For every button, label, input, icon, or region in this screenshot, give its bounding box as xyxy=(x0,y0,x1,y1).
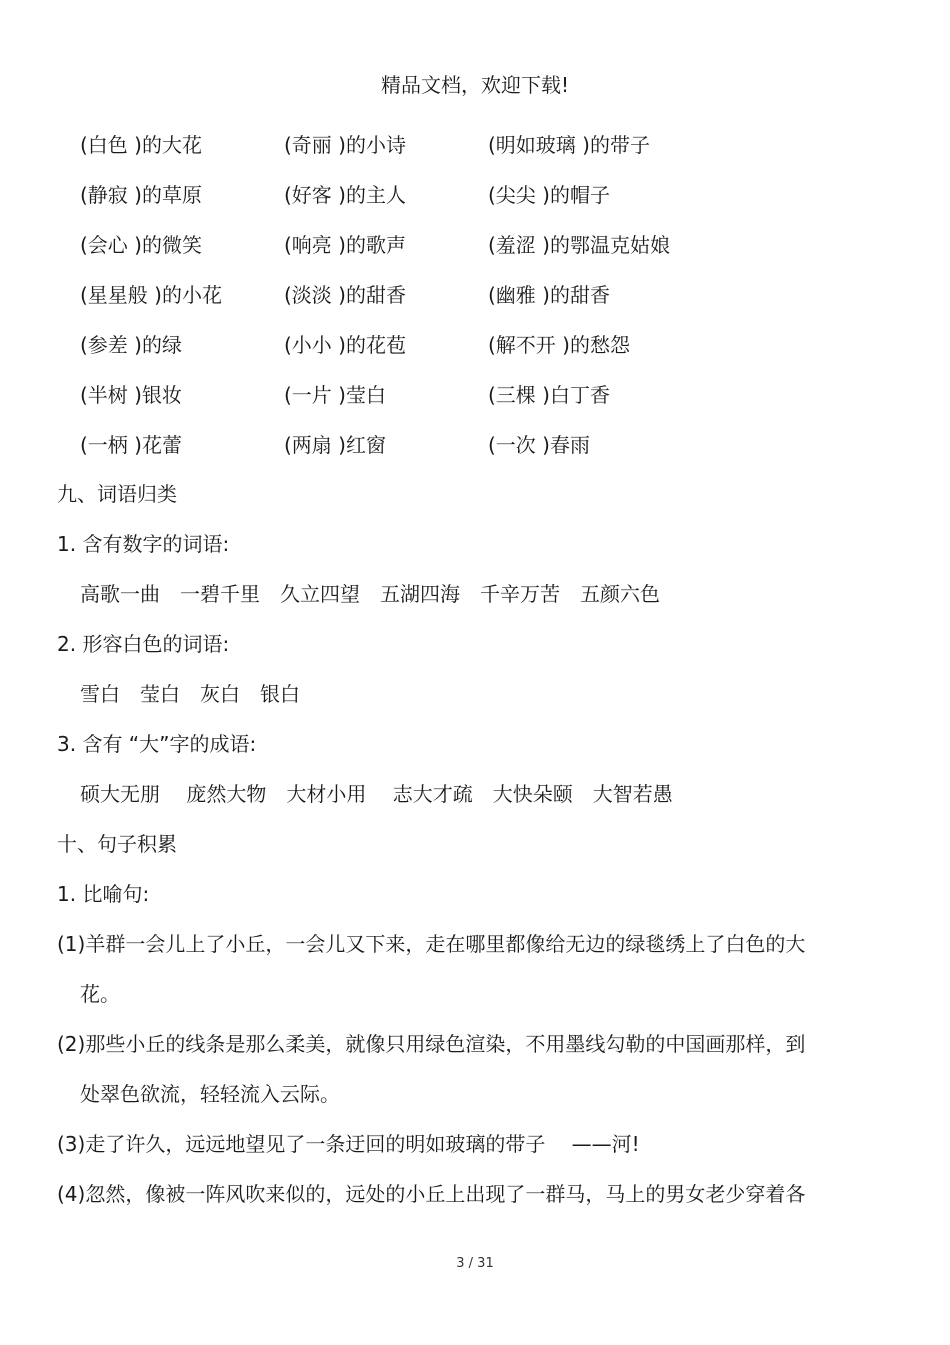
phrase-r2-c2: (好客 )的主人 xyxy=(284,183,406,207)
section9-item2-label: 2. 形容白色的词语: xyxy=(57,632,230,656)
sentence-2-line1: (2)那些小丘的线条是那么柔美，就像只用绿色渲染，不用墨线勾勒的中国画那样，到 xyxy=(57,1032,806,1056)
phrase-r6-c2: (一片 )莹白 xyxy=(284,383,386,407)
phrase-r2-c1: (静寂 )的草原 xyxy=(80,183,202,207)
section9-item2-words: 雪白 莹白 灰白 银白 xyxy=(80,682,300,706)
sentence-4: (4)忽然，像被一阵风吹来似的，远处的小丘上出现了一群马，马上的男女老少穿着各 xyxy=(57,1182,806,1206)
page-header: 精品文档，欢迎下载! xyxy=(380,73,570,97)
phrase-r5-c2: (小小 )的花苞 xyxy=(284,333,406,357)
section10-item1-label: 1. 比喻句: xyxy=(57,882,150,906)
phrase-r3-c1: (会心 )的微笑 xyxy=(80,233,202,257)
phrase-r1-c2: (奇丽 )的小诗 xyxy=(284,133,406,157)
phrase-r4-c2: (淡淡 )的甜香 xyxy=(284,283,406,307)
section9-item1-words: 高歌一曲 一碧千里 久立四望 五湖四海 千辛万苦 五颜六色 xyxy=(80,582,660,606)
sentence-1-line2: 花。 xyxy=(80,982,120,1006)
phrase-r7-c1: (一柄 )花蕾 xyxy=(80,433,182,457)
sentence-2-line2: 处翠色欲流，轻轻流入云际。 xyxy=(80,1082,340,1106)
phrase-r2-c3: (尖尖 )的帽子 xyxy=(488,183,610,207)
phrase-r7-c3: (一次 )春雨 xyxy=(488,433,590,457)
section9-title: 九、词语归类 xyxy=(57,482,177,506)
sentence-1-line1: (1)羊群一会儿上了小丘，一会儿又下来，走在哪里都像给无边的绿毯绣上了白色的大 xyxy=(57,932,806,956)
section9-item1-label: 1. 含有数字的词语: xyxy=(57,532,230,556)
phrase-r3-c3: (羞涩 )的鄂温克姑娘 xyxy=(488,233,670,257)
phrase-r1-c1: (白色 )的大花 xyxy=(80,133,202,157)
phrase-r4-c3: (幽雅 )的甜香 xyxy=(488,283,610,307)
sentence-3: (3)走了许久，远远地望见了一条迂回的明如玻璃的带子 ——河! xyxy=(57,1132,640,1156)
phrase-r5-c1: (参差 )的绿 xyxy=(80,333,182,357)
section10-title: 十、句子积累 xyxy=(57,832,177,856)
section9-item3-label: 3. 含有 “大”字的成语: xyxy=(57,732,257,756)
phrase-r7-c2: (两扇 )红窗 xyxy=(284,433,386,457)
phrase-r6-c3: (三棵 )白丁香 xyxy=(488,383,610,407)
phrase-r4-c1: (星星般 )的小花 xyxy=(80,283,222,307)
phrase-r1-c3: (明如玻璃 )的带子 xyxy=(488,133,650,157)
phrase-r6-c1: (半树 )银妆 xyxy=(80,383,182,407)
page-number: 3 / 31 xyxy=(456,1256,494,1271)
section9-item3-words: 硕大无朋 庞然大物 大材小用 志大才疏 大快朵颐 大智若愚 xyxy=(80,782,673,806)
phrase-r5-c3: (解不开 )的愁怨 xyxy=(488,333,630,357)
phrase-r3-c2: (响亮 )的歌声 xyxy=(284,233,406,257)
